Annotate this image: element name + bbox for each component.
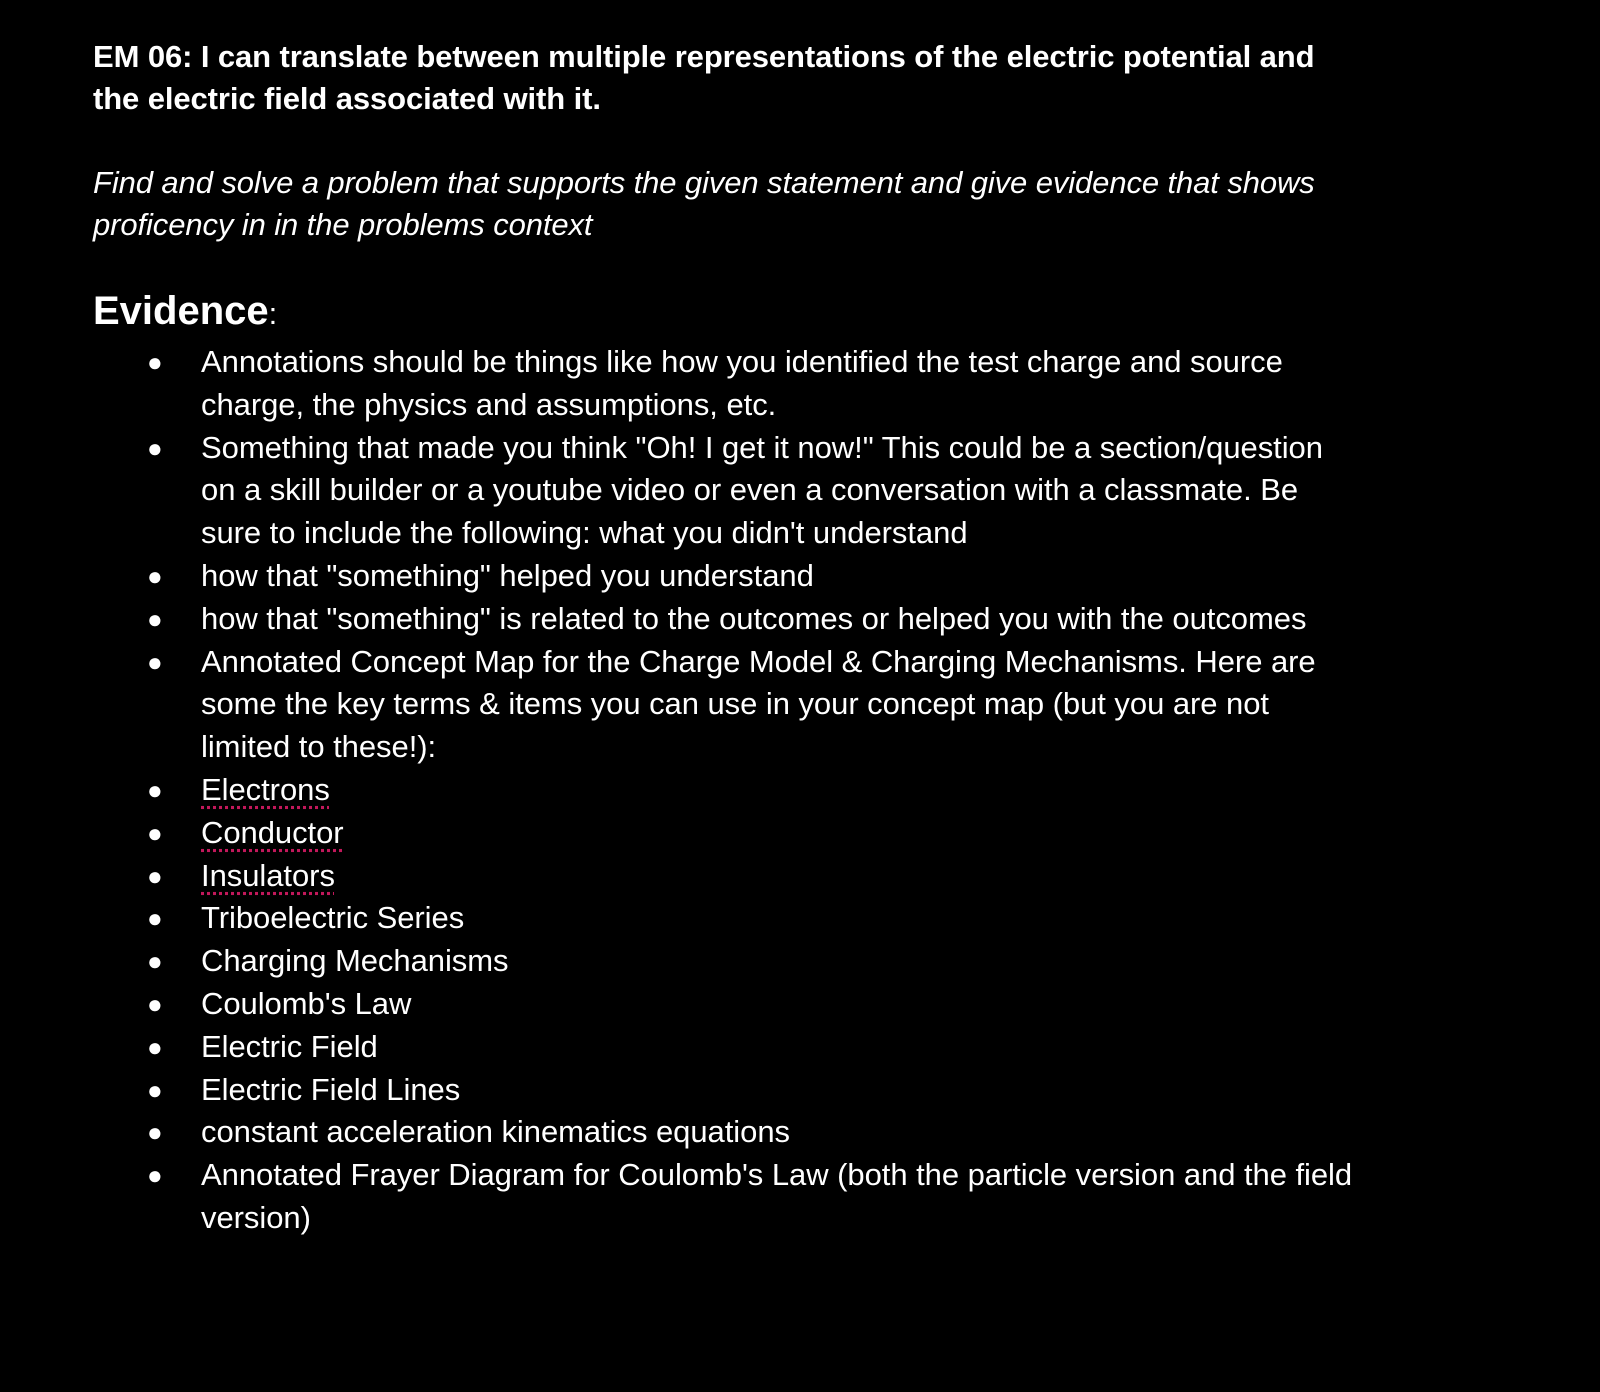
list-item-text: Charging Mechanisms <box>201 943 509 979</box>
list-item-text: Electric Field Lines <box>201 1071 461 1107</box>
bullet-icon: ● <box>147 860 163 891</box>
list-item-text: Conductor <box>201 814 344 850</box>
list-item-text: how that "something" is related to the outcomes or helped you with the outcomes <box>201 600 1307 636</box>
bullet-icon: ● <box>147 903 163 934</box>
bullet-icon: ● <box>147 774 163 805</box>
task-instructions: Find and solve a problem that supports the given statement and give evidence that shows proficency in in the problems context <box>93 165 1315 242</box>
list-item-text: Electrons <box>201 771 330 807</box>
bullet-icon: ● <box>147 988 163 1019</box>
evidence-heading <box>93 288 1353 337</box>
evidence-heading-text: Evidence <box>93 289 269 333</box>
bullet-icon: ● <box>147 1031 163 1062</box>
list-item <box>93 812 1353 855</box>
bullet-icon: ● <box>147 1117 163 1148</box>
bullet-icon: ● <box>147 560 163 591</box>
list-item <box>93 641 1353 769</box>
learning-target-title: EM 06: I can translate between multiple representations of the electric potential and the electric field associated with it. <box>93 39 1315 116</box>
list-item-text: Something that made you think "Oh! I get it now!" This could be a section/question on a skill builder or a youtube video or even a conversation with a classmate. Be sure to include the following: what you didn't understand <box>201 429 1323 551</box>
list-item <box>93 598 1353 641</box>
bullet-icon: ● <box>147 347 163 377</box>
document-body <box>93 36 1353 1240</box>
evidence-heading-colon: : <box>268 296 278 331</box>
list-item-text: how that "something" helped you understand <box>201 557 814 593</box>
list-item <box>93 1154 1353 1240</box>
list-item-text: constant acceleration kinematics equations <box>201 1114 790 1150</box>
list-item <box>93 555 1353 598</box>
bullet-icon: ● <box>147 817 163 848</box>
list-item <box>93 983 1353 1026</box>
list-item <box>93 769 1353 812</box>
list-item-text: Coulomb's Law <box>201 985 412 1021</box>
list-item <box>93 341 1353 427</box>
list-item <box>93 1026 1353 1069</box>
list-item <box>93 1111 1353 1154</box>
bullet-icon: ● <box>147 946 163 977</box>
evidence-list <box>93 341 1353 1240</box>
list-item <box>93 427 1353 555</box>
bullet-icon: ● <box>147 603 163 634</box>
list-item-text: Insulators <box>201 857 335 893</box>
list-item-text: Annotated Concept Map for the Charge Model & Charging Mechanisms. Here are some the key terms & items you can use in your concept map (but you are not limited to these!): <box>201 643 1316 765</box>
bullet-icon: ● <box>147 432 163 463</box>
bullet-icon: ● <box>147 1160 163 1191</box>
bullet-icon: ● <box>147 646 163 677</box>
list-item <box>93 897 1353 940</box>
list-item-text: Annotated Frayer Diagram for Coulomb's Law (both the particle version and the field version) <box>201 1157 1353 1235</box>
list-item-text: Annotations should be things like how you identified the test charge and source charge, the physics and assumptions, etc. <box>201 344 1283 422</box>
list-item-text: Electric Field <box>201 1028 378 1064</box>
list-item-text: Triboelectric Series <box>201 900 465 936</box>
bullet-icon: ● <box>147 1074 163 1105</box>
list-item <box>93 940 1353 983</box>
list-item <box>93 855 1353 898</box>
list-item <box>93 1069 1353 1112</box>
